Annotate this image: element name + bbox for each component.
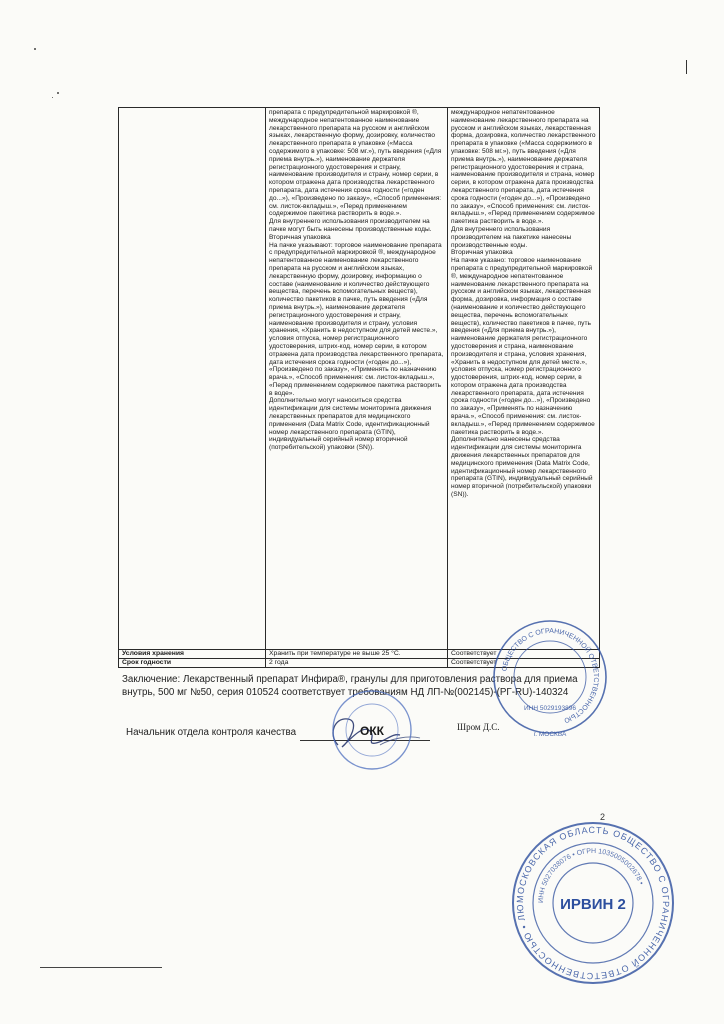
table-cell-requirement: 2 года	[266, 659, 448, 668]
okk-stamp	[330, 688, 414, 772]
irvin-stamp-outer-ring: МОСКОВСКАЯ ОБЛАСТЬ ОБЩЕСТВО С ОГРАНИЧЕННОЙ ОТВЕТСТВЕННОСТЬЮ • ЛЮБЕРЦЫ •	[503, 810, 672, 982]
page-number: 2	[600, 812, 606, 822]
table-cell-requirement: препарата с предупредительной маркировкой ®, международное непатентованное наименование лекарственного препарата на русском и английском языках, лекарственную форму, дозировку, количество лекарственного препарата в упаковке («Масса содержимого в упаковке: 508 мг.»), путь введения («Для приема внутрь.»), наименование держателя регистрационного удостоверения и страну, наименование производителя и страну, номер серии, в котором отражена дата производства лекарственного препарата, дата истечения срока годности («годен до...»), «Произведено по заказу», «Способ применения: см. листок-вкладыш.», «Перед применением содержимое пакетика растворить в воде.». Для внутреннего использования производителем на пачке могут быть нанесены производственные коды. Вторичная упаковка На пачке указывают: торговое наименование препарата с предупредительной маркировкой ®, международное непатентованное наименование лекарственного препарата на русском и английском языках, лекарственную форму, дозировку, информацию о составе (наименование и количество действующего вещества, перечень вспомогательных веществ), количество пакетиков в пачке, путь введения («Для приема внутрь.»), наименование держателя регистрационного удостоверения и страну, наименование производителя и страну, условия хранения, «Хранить в недоступном для детей месте.», условия отпуска, номер регистрационного удостоверения, штрих-код, номер серии, в котором отражена дата производства лекарственного препарата, дата истечения срока годности («годен до...»), «Произведено по заказу», «Применять по назначению врача.», «Способ применения: см. листок-вкладыш.», «Перед применением содержимое пакетика растворить в воде». Дополнительно могут наноситься средства идентификации для системы мониторинга движения лекарственных препаратов для медицинского применения (Data Matrix Code, идентификационный номер лекарственного препарата (GTIN), индивидуальный серийный номер вторичной (потребительской) упаковки (SN)).	[266, 108, 448, 650]
conclusion-text: Заключение: Лекарственный препарат Инфира®, гранулы для приготовления раствора для приема внутрь, 500 мг №50, серия 010524 соответствует требованиям НД ЛП-№(002145)-(РГ-RU)-140324	[122, 674, 578, 698]
table-cell-label: Срок годности	[119, 659, 266, 668]
scan-speck	[34, 48, 36, 50]
table-cell-label: Условия хранения	[119, 650, 266, 659]
irvin-stamp-inner-ring: ИНН 5027038076 • ОГРН 1035005002678 •	[537, 847, 645, 904]
specification-table	[118, 107, 600, 668]
scan-speck	[57, 92, 59, 94]
irvin-stamp	[503, 810, 678, 988]
table-row	[119, 108, 600, 650]
irvin-stamp-name: ИРВИН 2	[560, 896, 626, 913]
table-cell-label	[119, 108, 266, 650]
company-stamp	[500, 612, 600, 742]
scan-speck	[52, 97, 53, 98]
scan-edge-mark	[686, 60, 687, 74]
company-stamp-city: г. МОСКВА	[533, 731, 567, 738]
signatory-title: Начальник отдела контроля качества	[126, 727, 297, 738]
company-stamp-ring-text: ОБЩЕСТВО С ОГРАНИЧЕННОЙ ОТВЕТСТВЕННОСТЬЮ	[501, 627, 600, 724]
footer-rule	[40, 967, 162, 968]
table-cell-result: Соответствует	[448, 650, 600, 659]
table-cell-result: международное непатентованное наименование лекарственного препарата на русском и английском языках, лекарственная форма, дозировка, количество лекарственного препарата в упаковке («Масса содержимого в упаковке: 508 мг.»), путь введения («Для приема внутрь.»), наименование держателя регистрационного удостоверения и страна, наименование производителя и страна, номер серии, в котором отражена дата производства лекарственного препарата, дата истечения срока годности («годен до...»), «Произведено по заказу», «Способ применения: см. листок-вкладыш.», «Перед применением содержимое пакетика растворить в воде.». Для внутреннего использования производителем на пакетике нанесены производственные коды. Вторичная упаковка На пачке указано: торговое наименование препарата с предупредительной маркировкой ®, международное непатентованное наименование лекарственного препарата на русском и английском языках, лекарственная форма, дозировка, информация о составе (наименование и количество действующего вещества, перечень вспомогательных веществ), количество пакетиков в пачке, путь введения («Для приема внутрь.»), наименование держателя регистрационного удостоверения и страна, наименование производителя и страна, условия хранения, «Хранить в недоступном для детей месте.», условия отпуска, номер регистрационного удостоверения, штрих-код, номер серии, в котором отражена дата производства лекарственного препарата, дата истечения срока годности («годен до...»), «Произведено по заказу», «Применять по назначению врача.», «Способ применения: см. листок-вкладыш.», «Перед применением содержимое пакетика растворить в воде.». Дополнительно нанесены средства идентификации для системы мониторинга движения лекарственных препаратов для медицинского применения (Data Matrix Code, идентификационный номер лекарственного препарата (GTIN), индивидуальный серийный номер вторичной (потребительской) упаковки (SN)).	[448, 108, 600, 650]
okk-stamp-label: ОКК	[360, 724, 384, 738]
signatory-name: Шром Д.С.	[457, 722, 500, 732]
table-cell-result: Соответствует	[448, 659, 600, 668]
company-stamp-inn: ИНН 5029193896	[523, 705, 577, 712]
table-cell-requirement: Хранить при температуре не выше 25 °С.	[266, 650, 448, 659]
